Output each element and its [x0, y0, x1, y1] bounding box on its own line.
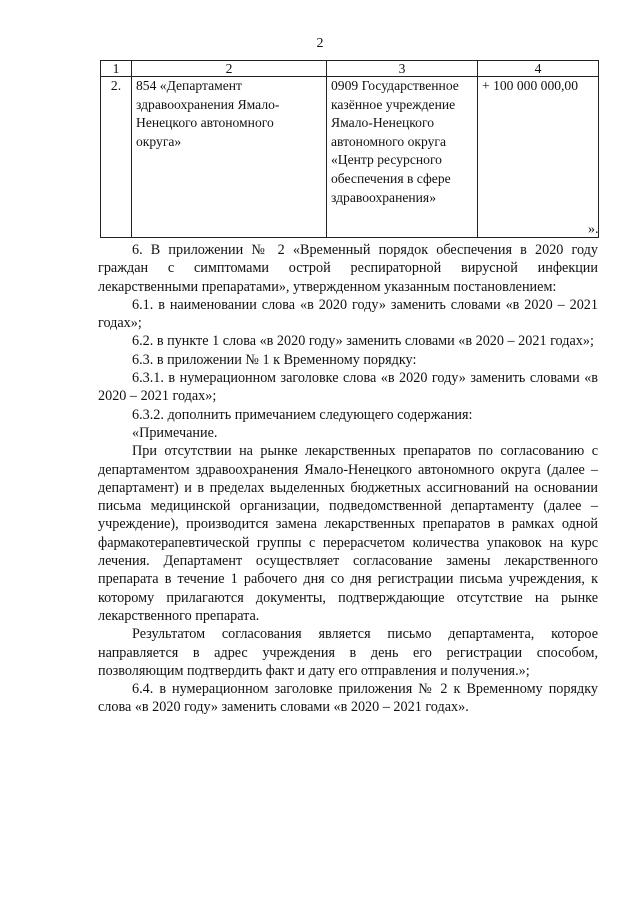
- paragraph-6-1: 6.1. в наименовании слова «в 2020 году» заменить словами «в 2020 – 2021 годах»;: [98, 296, 598, 332]
- result-paragraph: Результатом согласования является письмо департамента, которое направляется в адрес учреждения в день его регистрации способом, позволяющим подтвердить факт и дату его отправления и получения.»;: [98, 626, 598, 679]
- paragraph-6-4: 6.4. в нумерационном заголовке приложения № 2 к Временному порядку слова «в 2020 году» заменить словами «в 2020 – 2021 годах».: [98, 681, 598, 716]
- paragraph-6-3-1: 6.3.1. в нумерационном заголовке слова «в 2020 году» заменить словами «в 2020 – 2021 годах»;: [98, 370, 598, 405]
- header-cell: 4: [478, 61, 599, 77]
- document-body: [98, 241, 598, 717]
- row-number-cell: 2.: [101, 77, 132, 238]
- paragraph-6-3-2: 6.3.2. дополнить примечанием следующего содержания:: [132, 406, 473, 423]
- table-row: [101, 77, 599, 238]
- header-cell: 2: [132, 61, 327, 77]
- note-heading: «Примечание.: [132, 424, 218, 441]
- header-cell: 3: [327, 61, 478, 77]
- allocation-table: [100, 60, 599, 238]
- table-header-row: [101, 61, 599, 77]
- note-paragraph: При отсутствии на рынке лекарственных препаратов по согласованию с департаментом здравоохранения Ямало-Ненецкого автономного округа (далее – департамент) и в пределах выделенных бюджетных ассигнований на основании письма медицинской организации, подведомственной департаменту (далее – учреждение), производится замена лекарственных препаратов в рамках одной фармакотерапевтической группы с перерасчетом количества упаковок на курс лечения. Департамент осуществляет согласование замены лекарственного препарата в течение 1 рабочего дня со дня регистрации письма учреждения, к которому прилагаются документы, подтверждающие отсутствие на рынке лекарственного препарата.: [98, 443, 598, 624]
- paragraph-6-3: 6.3. в приложении № 1 к Временному порядку:: [132, 351, 417, 368]
- amount-cell: + 100 000 000,00: [478, 77, 599, 238]
- table-closing-quote: ».: [588, 222, 599, 237]
- department-cell: 854 «Департамент здравоохранения Ямало-Ненецкого автономного округа»: [132, 77, 327, 238]
- institution-cell: 0909 Государственное казённое учреждение Ямало-Ненецкого автономного округа «Центр ресурсного обеспечения в сфере здравоохранения»: [327, 77, 478, 238]
- paragraph-6-2: 6.2. в пункте 1 слова «в 2020 году» заменить словами «в 2020 – 2021 годах»;: [132, 333, 594, 350]
- header-cell: 1: [101, 61, 132, 77]
- page-number: 2: [316, 36, 324, 51]
- paragraph-6: 6. В приложении № 2 «Временный порядок обеспечения в 2020 году граждан с симптомами острой респираторной вирусной инфекции лекарственными препаратами», утвержденном указанным постановлением:: [98, 242, 598, 295]
